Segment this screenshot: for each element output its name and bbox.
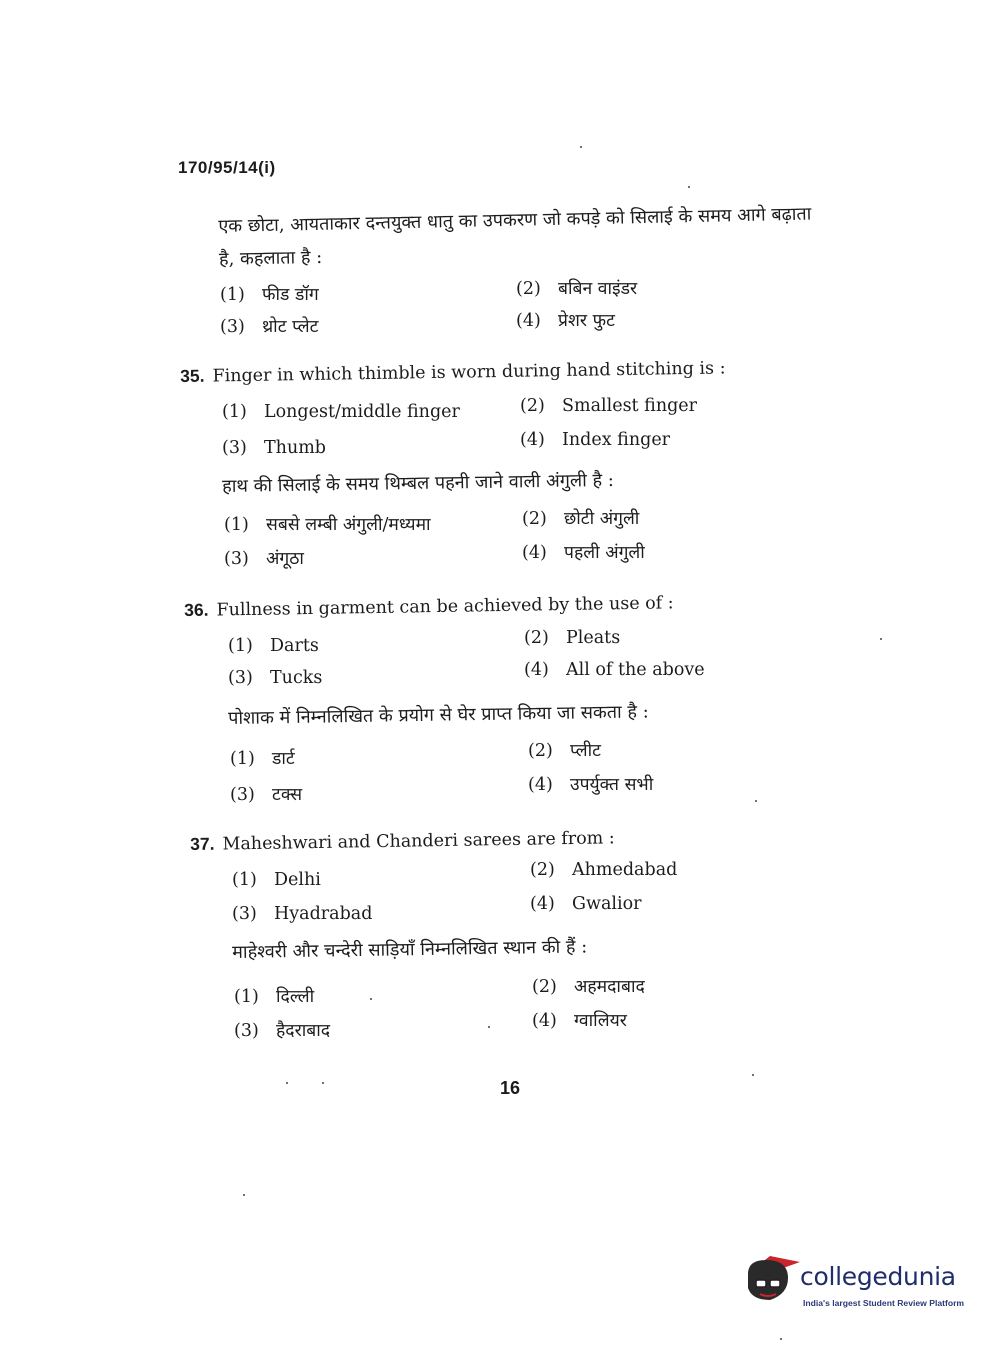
q34-hindi-option-2: (2) बबिन वाइंडर [516,279,638,299]
scan-speck [322,1082,324,1084]
q36-option-3: (3) Tucks [228,668,323,688]
question-34-hindi-text: एक छोटा, आयताकार दन्तयुक्त धातु का उपकरण जो कपड़े को सिलाई के समय आगे बढ़ाता है, कहलाता है : [218,203,812,270]
question-number: 37. [190,833,215,854]
watermark-brand: collegedunia [800,1262,956,1291]
scan-speck [243,1194,245,1196]
question-text: Maheshwari and Chanderi sarees are from : [222,828,615,855]
question-number: 35. [180,365,205,386]
q36-hindi-option-2: (2) प्लीट [528,741,601,761]
q35-option-2: (2) Smallest finger [520,396,698,416]
scan-speck [752,1074,754,1076]
q35-hindi-option-2: (2) छोटी अंगुली [522,509,640,529]
page-number: 16 [500,1078,521,1098]
q34-hindi-option-1: (1) फीड डॉग [220,285,319,305]
scan-speck [755,800,757,802]
q34-hindi-option-3: (3) थ्रोट प्लेट [220,317,319,337]
scan-speck [580,146,582,148]
q35-hindi-option-4: (4) पहली अंगुली [522,543,645,563]
scan-speck [488,1026,490,1028]
q37-option-2: (2) Ahmedabad [530,860,678,880]
paper-code: 170/95/14(i) [178,158,276,177]
q37-option-1: (1) Delhi [232,870,321,890]
question-text: Fullness in garment can be achieved by the use of : [216,593,674,621]
q36-option-1: (1) Darts [228,636,319,656]
question-35 [180,357,726,387]
q35-option-1: (1) Longest/middle finger [222,402,460,422]
q37-hindi-option-2: (2) अहमदाबाद [532,977,645,997]
q35-option-3: (3) Thumb [222,438,327,458]
scan-speck [286,1082,288,1084]
q37-option-3: (3) Hyadrabad [232,904,373,924]
scan-speck [880,638,882,640]
scan-speck [370,998,372,1000]
q36-hindi-option-3: (3) टक्स [230,785,303,805]
scan-speck [688,186,690,188]
question-36-hindi: पोशाक में निम्नलिखित के प्रयोग से घेर प्राप्त किया जा सकता है : [228,701,649,729]
q37-hindi-option-3: (3) हैदराबाद [234,1021,331,1041]
question-37 [190,827,615,855]
watermark-tagline: India's largest Student Review Platform [803,1298,965,1308]
q37-option-4: (4) Gwalior [530,894,642,914]
q35-option-4: (4) Index finger [520,430,671,450]
q34-hindi-option-4: (4) प्रेशर फुट [516,311,615,331]
question-35-hindi: हाथ की सिलाई के समय थिम्बल पहनी जाने वाली अंगुली है : [222,469,615,497]
question-37-hindi: माहेश्वरी और चन्देरी साड़ियाँ निम्नलिखित स्थान की हैं : [232,936,588,963]
question-36 [184,592,674,621]
q36-option-2: (2) Pleats [524,628,621,648]
q35-hindi-option-3: (3) अंगूठा [224,549,304,569]
scan-speck [780,1338,782,1340]
q37-hindi-option-4: (4) ग्वालियर [532,1011,627,1031]
question-number: 36. [184,599,209,620]
q36-hindi-option-4: (4) उपर्युक्त सभी [528,775,654,795]
q36-hindi-option-1: (1) डार्ट [230,749,295,769]
q37-hindi-option-1: (1) दिल्ली [234,987,315,1007]
question-text: Finger in which thimble is worn during hand stitching is : [212,358,726,387]
q35-hindi-option-1: (1) सबसे लम्बी अंगुली/मध्यमा [224,515,431,535]
q36-option-4: (4) All of the above [524,660,705,680]
